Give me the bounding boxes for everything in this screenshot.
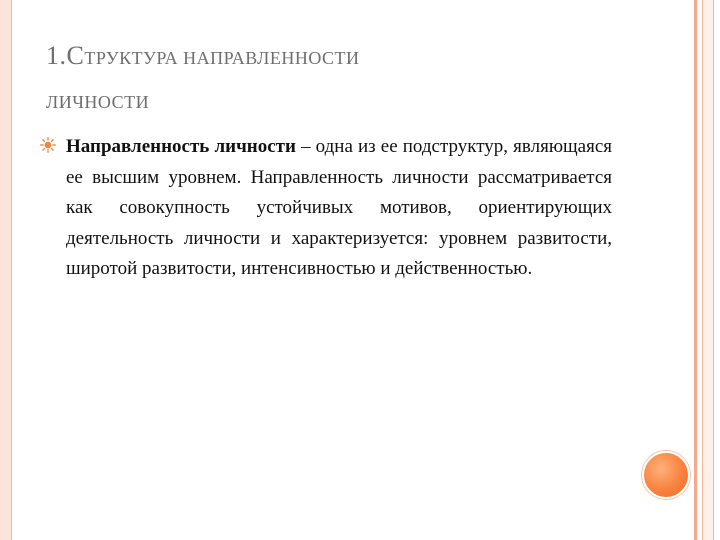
slide-title [46, 34, 646, 124]
right-border-band [702, 0, 714, 540]
right-border-line [694, 0, 697, 540]
left-border-band [0, 0, 12, 540]
title-initial-cap: С [66, 41, 85, 70]
title-line-1 [46, 34, 646, 80]
bullet-item [40, 132, 612, 285]
title-line-2: ЛИЧНОСТИ [46, 92, 150, 112]
bullet-bold-lead: Направленность личности [66, 136, 296, 157]
title-rest: ТРУКТУРА НАПРАВЛЕННОСТИ [84, 48, 360, 68]
orange-orb-decoration [642, 451, 690, 499]
bullet-text [66, 132, 612, 285]
bullet-body: – одна из ее подструктур, являющаяся ее высшим уровнем. Направленность личности рассматривается как совокупность устойчивых мотивов, ориентирующих деятельность личности и характеризуется: уровнем развитости, широтой развитости, интенсивностью и действенностью. [66, 136, 612, 279]
title-number: 1. [46, 41, 67, 70]
sun-icon [40, 137, 56, 153]
